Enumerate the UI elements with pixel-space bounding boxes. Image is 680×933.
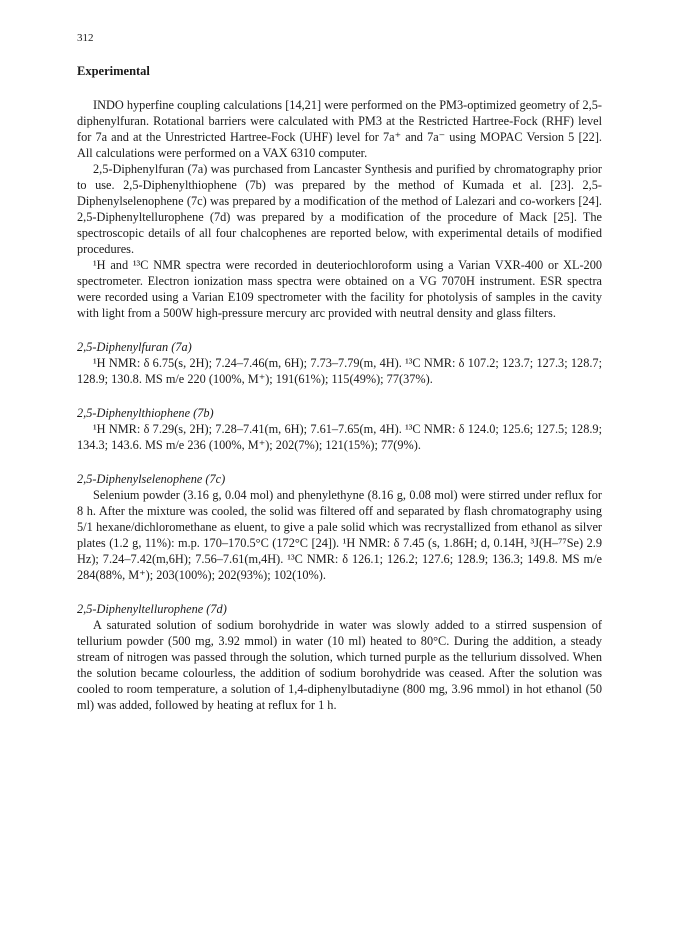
compound-7c-block <box>77 471 602 583</box>
compound-7a-block <box>77 339 602 387</box>
page-number: 312 <box>77 32 94 44</box>
compound-7a-data: ¹H NMR: δ 6.75(s, 2H); 7.24–7.46(m, 6H); 7.73–7.79(m, 4H). ¹³C NMR: δ 107.2; 123.7; 127.3; 128.7; 128.9; 130.8. MS m/e 220 (100%, M⁺); 191(61%); 115(49%); 77(37%). <box>77 356 602 386</box>
compound-7d-block <box>77 601 602 713</box>
intro-paragraph-computational: INDO hyperfine coupling calculations [14,21] were performed on the PM3-optimized geometry of 2,5-diphenylfuran. Rotational barriers were calculated with PM3 at the Restricted Hartree-Fock (RHF) level for 7a and at the Unrestricted Hartree-Fock (UHF) level for 7a⁺ and 7a⁻ using MOPAC Version 5 [22]. All calculations were performed on a VAX 6310 computer. <box>77 98 602 160</box>
intro-paragraph-spectroscopy: ¹H and ¹³C NMR spectra were recorded in deuteriochloroform using a Varian VXR-400 or XL-200 spectrometer. Electron ionization mass spectra were obtained on a VG 7070H instrument. ESR spectra were recorded using a Varian E109 spectrometer with the facility for photolysis of samples in the cavity with light from a 500W high-pressure mercury arc provided with neutral density and glass filters. <box>77 258 602 320</box>
section-heading: Experimental <box>77 64 150 78</box>
compound-7a-heading: 2,5-Diphenylfuran (7a) <box>77 340 192 354</box>
compound-7d-heading: 2,5-Diphenyltellurophene (7d) <box>77 602 227 616</box>
compound-7b-block <box>77 405 602 453</box>
compound-7c-heading: 2,5-Diphenylselenophene (7c) <box>77 472 226 486</box>
intro-paragraph-synthesis: 2,5-Diphenylfuran (7a) was purchased from Lancaster Synthesis and purified by chromatography prior to use. 2,5-Diphenylthiophene (7b) was prepared by the method of Kumada et al. [23]. 2,5-Diphenylselenophene (7c) was prepared by a modification of the method of Lalezari and co-workers [24]. 2,5-Diphenyltellurophene (7d) was prepared by a modification of the procedure of Mack [25]. The spectroscopic details of all four chalcophenes are reported below, with experimental details of modified procedures. <box>77 162 602 256</box>
compound-7d-procedure: A saturated solution of sodium borohydride in water was slowly added to a stirred suspension of tellurium powder (500 mg, 3.92 mmol) in water (10 ml) heated to 80°C. During the addition, a steady stream of nitrogen was passed through the solution, which turned purple as the tellurium dissolved. When the solution became colourless, the addition of sodium borohydride was ceased. After the solution was cooled to room temperature, a solution of 1,4-diphenylbutadiyne (800 mg, 3.96 mmol) in hot ethanol (50 ml) was added, followed by heating at reflux for 1 h. <box>77 618 602 712</box>
paper-page <box>77 30 602 713</box>
compound-7b-data: ¹H NMR: δ 7.29(s, 2H); 7.28–7.41(m, 6H); 7.61–7.65(m, 4H). ¹³C NMR: δ 124.0; 125.6; 127.5; 128.9; 134.3; 143.6. MS m/e 236 (100%, M⁺); 202(7%); 121(15%); 77(9%). <box>77 422 602 452</box>
compound-7c-procedure: Selenium powder (3.16 g, 0.04 mol) and phenylethyne (8.16 g, 0.08 mol) were stirred under reflux for 8 h. After the mixture was cooled, the solid was filtered off and separated by flash chromatography using 5/1 hexane/dichloromethane as eluent, to give a pale solid which was recrystallized from ethanol as silver plates (1.2 g, 11%): m.p. 170–170.5°C (172°C [24]). ¹H NMR: δ 7.45 (s, 1.86H; d, 0.14H, ³J(H–⁷⁷Se) 2.9 Hz); 7.24–7.42(m,6H); 7.56–7.61(m,4H). ¹³C NMR: δ 126.1; 126.2; 127.6; 128.9; 136.3; 149.8. MS m/e 284(88%, M⁺); 203(100%); 202(93%); 102(10%). <box>77 488 602 582</box>
compound-7b-heading: 2,5-Diphenylthiophene (7b) <box>77 406 214 420</box>
